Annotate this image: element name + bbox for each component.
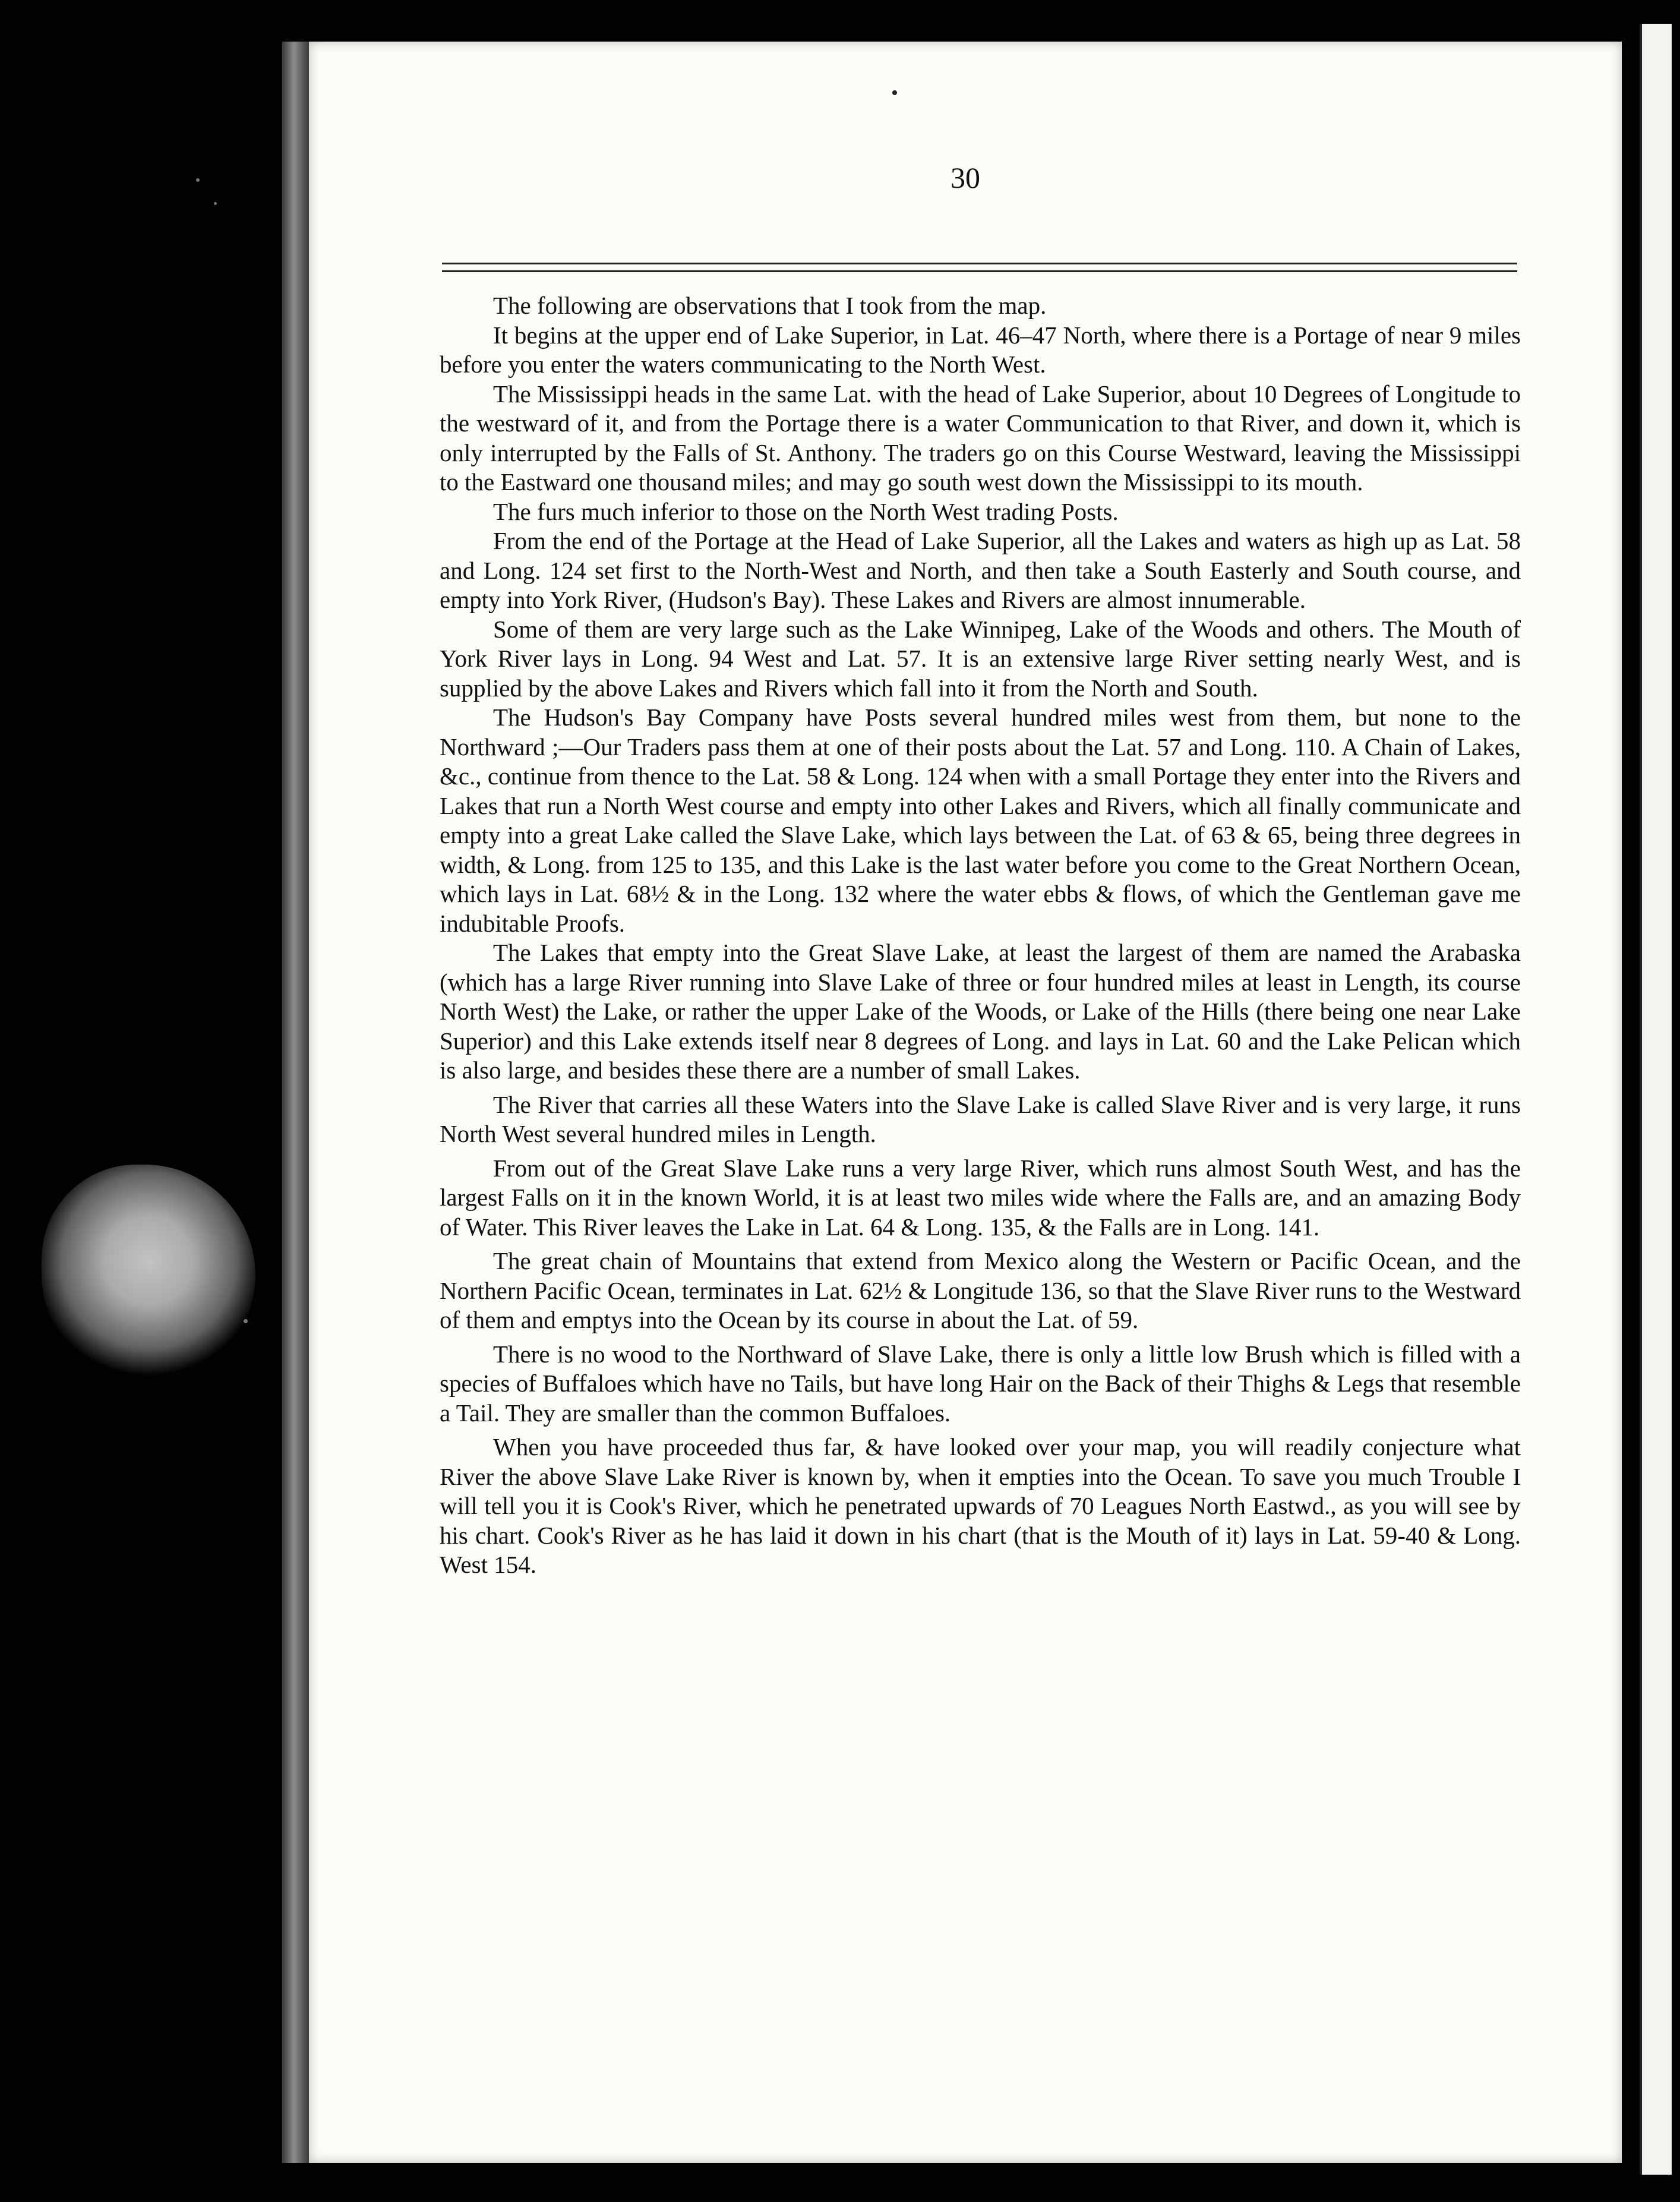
paragraph: The great chain of Mountains that extend from Mexico along the Western or Pacific Ocean, and the Northern Pacific Ocean, terminates in Lat. 62½ & Longitude 136, so that the Slave River runs to the Westward of them and emptys into the Ocean by its course in about the Lat. of 59.	[440, 1247, 1521, 1333]
page-binding-edge	[282, 42, 312, 2163]
paragraph: The following are observations that I took from the map.	[493, 292, 1047, 319]
paragraph: From the end of the Portage at the Head of Lake Superior, all the Lakes and waters as high up as Lat. 58 and Long. 124 set first to the North-West and North, and then take a South Easterly and South course, and empty into York River, (Hudson's Bay). These Lakes and Rivers are almost innumerable.	[440, 527, 1521, 613]
page-number: 30	[950, 161, 980, 194]
scan-speck	[196, 178, 200, 182]
paragraph: The River that carries all these Waters into the Slave Lake is called Slave River and is very large, it runs North West several hundred miles in Length.	[440, 1090, 1521, 1147]
paragraph: The Hudson's Bay Company have Posts several hundred miles west from them, but none to the Northward ;—Our Traders pass them at one of their posts about the Lat. 57 and Long. 110. A Chain of Lakes, &c., continue from thence to the Lat. 58 & Long. 124 when with a small Portage they enter into the Rivers and Lakes that run a North West course and empty into other Lakes and Rivers, which all finally communicate and empty into a great Lake called the Slave Lake, which lays between the Lat. of 63 & 65, being three degrees in width, & Long. from 125 to 135, and this Lake is the last water before you come to the Great Northern Ocean, which lays in Lat. 68½ & in the Long. 132 where the water ebbs & flows, of which the Gentleman gave me indubitable Proofs.	[440, 703, 1521, 937]
paragraph: The furs much inferior to those on the North West trading Posts.	[493, 497, 1119, 525]
next-page-edge	[1640, 24, 1672, 2175]
document-page	[309, 42, 1622, 2163]
paragraph: There is no wood to the Northward of Slave Lake, there is only a little low Brush which is filled with a species of Buffaloes which have no Tails, but have long Hair on the Back of their Thighs & Legs that resemble a Tail. They are smaller than the common Buffaloes.	[440, 1340, 1521, 1427]
paragraph: It begins at the upper end of Lake Superior, in Lat. 46–47 North, where there is a Portage of near 9 miles before you enter the waters communicating to the North West.	[440, 321, 1521, 378]
paragraph: When you have proceeded thus far, & have looked over your map, you will readily conjecture what River the above Slave Lake River is known by, when it empties into the Ocean. To save you much Trouble I will tell you it is Cook's River, which he penetrated upwards of 70 Leagues North Eastwd., as you will see by his chart. Cook's River as he has laid it down in his chart (that is the Mouth of it) lays in Lat. 59-40 & Long. West 154.	[440, 1433, 1521, 1578]
header-rule	[442, 263, 1517, 272]
paragraph: The Mississippi heads in the same Lat. with the head of Lake Superior, about 10 Degrees of Longitude to the westward of it, and from the Portage there is a water Communication to that River, and down it, which is only interrupted by the Falls of St. Anthony. The traders go on this Course Westward, leaving the Mississippi to the Eastward one thousand miles; and may go south west down the Mississippi to its mouth.	[440, 380, 1521, 496]
body-text	[440, 291, 1521, 1580]
paragraph: Some of them are very large such as the Lake Winnipeg, Lake of the Woods and others. The Mouth of York River lays in Long. 94 West and Lat. 57. It is an extensive large River setting nearly West, and is supplied by the above Lakes and Rivers which fall into it from the North and South.	[440, 615, 1521, 702]
paragraph: From out of the Great Slave Lake runs a very large River, which runs almost South West, and has the largest Falls on it in the known World, it is at least two miles wide where the Falls are, and an amazing Body of Water. This River leaves the Lake in Lat. 64 & Long. 135, & the Falls are in Long. 141.	[440, 1154, 1521, 1241]
scan-speck	[214, 202, 217, 205]
paragraph: The Lakes that empty into the Great Slave Lake, at least the largest of them are named the Arabaska (which has a large River running into Slave Lake of three or four hundred miles at least in Length, its course North West) the Lake, or rather the upper Lake of the Woods, or Lake of the Hills (there being one near Lake Superior) and this Lake extends itself near 8 degrees of Long. and lays in Lat. 60 and the Lake Pelican which is also large, and besides these there are a number of small Lakes.	[440, 939, 1521, 1084]
scan-speck	[244, 1319, 248, 1323]
print-mark	[892, 90, 897, 95]
